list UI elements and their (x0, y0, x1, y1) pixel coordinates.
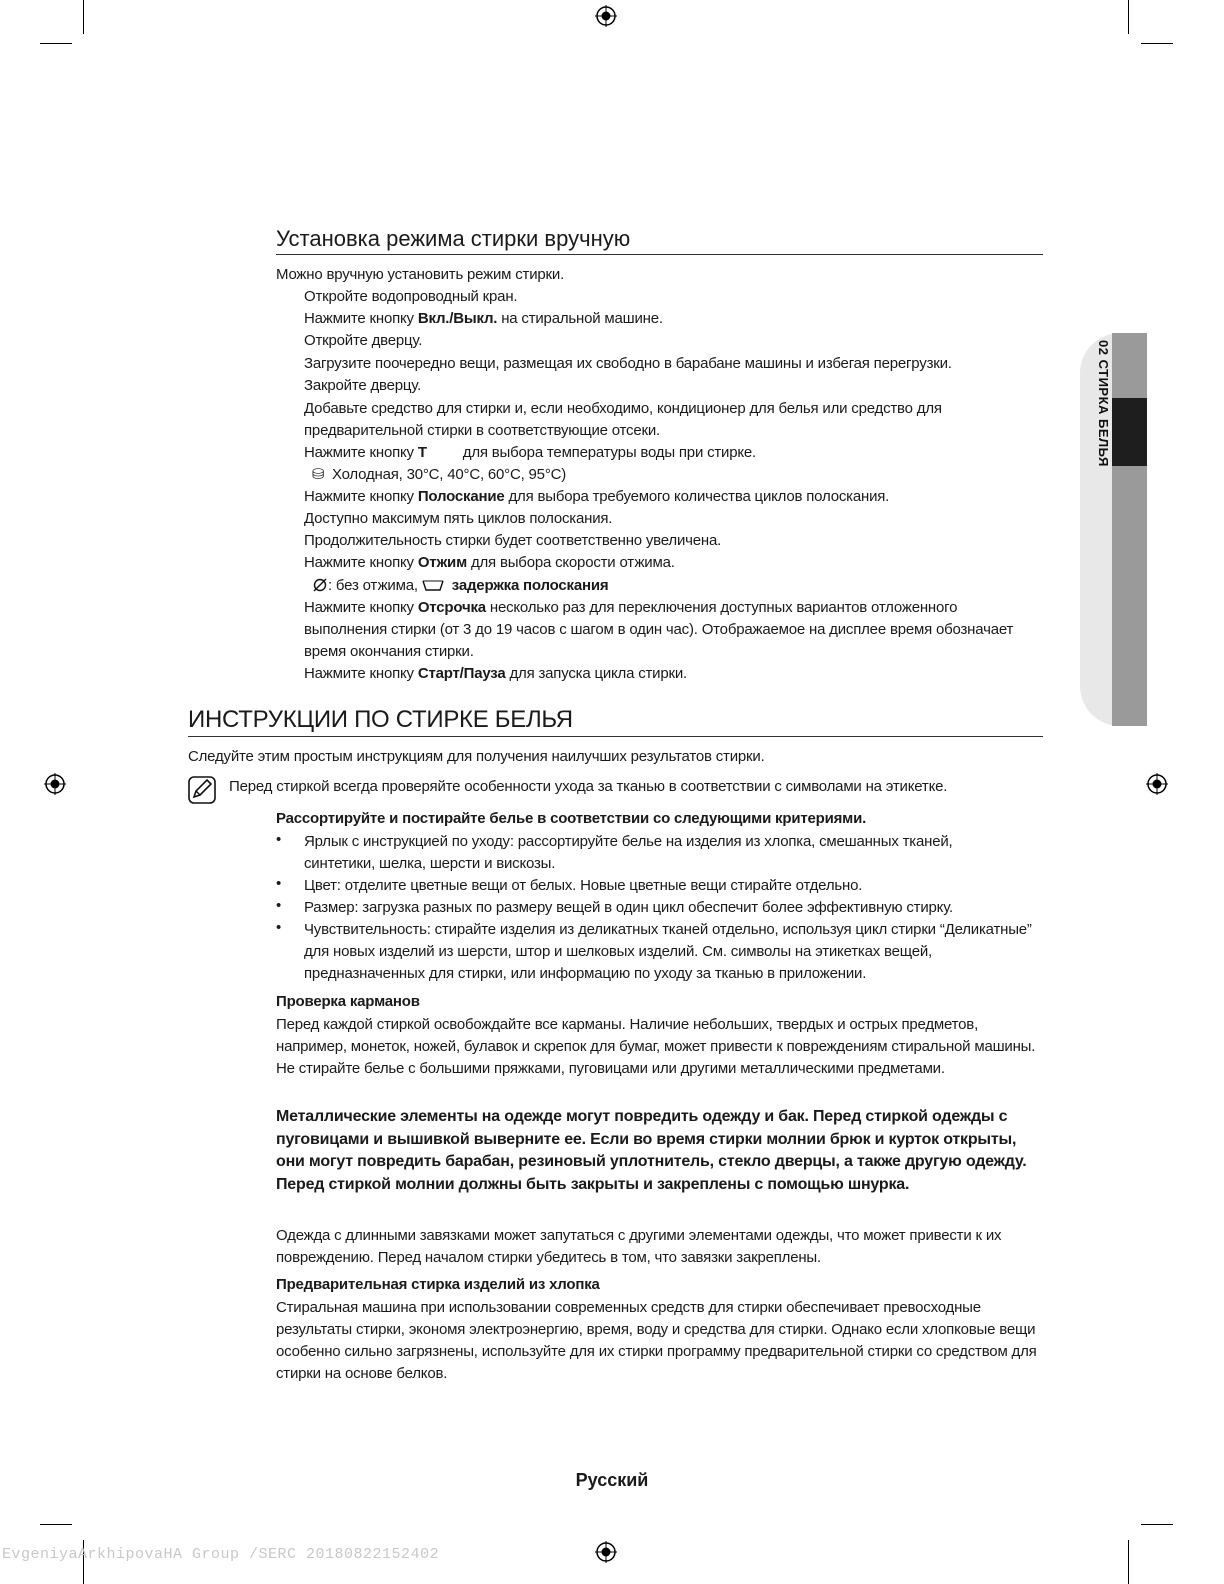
print-stamp: EvgeniyaArkhipovaHA Group /SERC 20180822152402 (2, 1546, 440, 1563)
crop-mark (40, 43, 72, 44)
pockets-text: Перед каждой стиркой освобождайте все карманы. Наличие небольших, твердых и острых предметов, например, монеток, ножей, булавок и скрепок для бумаг, может привести к повреждениям стиральной машины. Не стирайте белье с большими пряжками, пуговицами или другими металлическими предметами. (276, 1016, 1036, 1077)
bullet-item: Цвет: отделите цветные вещи от белых. Новые цветные вещи стирайте отдельно. (304, 877, 863, 894)
registration-mark-icon (595, 1541, 617, 1563)
step-item: Откройте дверцу. (304, 332, 423, 349)
sort-heading: Рассортируйте и постирайте белье в соответствии со следующими критериями. (276, 810, 867, 827)
registration-mark-icon (44, 773, 66, 795)
ties-text: Одежда с длинными завязками может запутаться с другими элементами одежды, что может привести к их повреждению. Перед началом стирки убедитесь в том, что завязки закреплены. (276, 1227, 1002, 1266)
registration-mark-icon (1146, 773, 1168, 795)
bullet-item: Размер: загрузка разных по размеру вещей в один цикл обеспечит более эффективную стирку. (304, 899, 953, 916)
bullet-item: Ярлык с инструкцией по уходу: рассортируйте белье на изделия из хлопка, смешанных тканей, синтетики, шелка, шерсти и вискозы. (304, 833, 953, 872)
bullet-dot: • (276, 897, 282, 914)
spin-options: : без отжима, задержка полоскания (312, 575, 608, 597)
temp-options: ⛁ Холодная, 30°C, 40°C, 60°C, 95°C) (312, 464, 566, 486)
bullet-item: Чувствительность: стирайте изделия из деликатных тканей отдельно, используя цикл стирки “Деликатные” для новых изделий из шерсти, штор и шелковых изделий. См. символы на этикетках вещей, предназначенных для стирки, или информацию по уходу за тканью в приложении. (304, 921, 1032, 982)
step-item: Загрузите поочередно вещи, размещая их свободно в барабане машины и избегая перегрузки. (304, 355, 952, 372)
note-icon (187, 775, 217, 805)
crop-mark (83, 0, 84, 34)
crop-mark (40, 1524, 72, 1525)
prewash-heading: Предварительная стирка изделий из хлопка (276, 1276, 600, 1293)
rinse-note: Доступно максимум пять циклов полоскания. (304, 510, 613, 527)
page-footer-language: Русский (575, 1470, 649, 1490)
step-item: Нажмите кнопку Отсрочка несколько раз для переключения доступных вариантов отложенного выполнения стирки (от 3 до 19 часов с шагом в один час). Отображаемое на дисплее время обозначает время окончания стирки. (304, 599, 1014, 660)
side-tab-marker (1112, 398, 1147, 466)
rinse-note: Продолжительность стирки будет соответственно увеличена. (304, 532, 722, 549)
step-item: Нажмите кнопку Отжим для выбора скорости отжима. (304, 554, 675, 571)
cold-water-icon: ⛁ (312, 466, 325, 483)
side-tab-label: 02 СТИРКА БЕЛЬЯ (1096, 340, 1111, 467)
step-item: Откройте водопроводный кран. (304, 288, 518, 305)
section-title-instructions: ИНСТРУКЦИИ ПО СТИРКЕ БЕЛЬЯ (188, 704, 1043, 737)
step-item: Нажмите кнопку Старт/Пауза для запуска цикла стирки. (304, 665, 688, 682)
crop-mark (1141, 43, 1173, 44)
crop-mark (1128, 0, 1129, 34)
section-title-manual: Установка режима стирки вручную (276, 224, 1043, 255)
pockets-heading: Проверка карманов (276, 993, 420, 1010)
step-item: Нажмите кнопку Полоскание для выбора требуемого количества циклов полоскания. (304, 488, 890, 505)
step-item: Нажмите кнопку Т для выбора температуры воды при стирке. (304, 444, 757, 461)
bullet-dot: • (276, 875, 282, 892)
prewash-text: Стиральная машина при использовании современных средств для стирки обеспечивает превосходные результаты стирки, экономя электроэнергию, время, воду и средства для стирки. Однако если хлопковые вещи особенно сильно загрязнены, используйте для их стирки программу предварительной стирки со средством для стирки на основе белков. (276, 1299, 1037, 1382)
note-text: Перед стиркой всегда проверяйте особенности ухода за тканью в соответствии с символами на этикетке. (229, 778, 948, 795)
crop-mark (1141, 1524, 1173, 1525)
intro-text: Можно вручную установить режим стирки. (276, 266, 565, 283)
instructions-intro: Следуйте этим простым инструкциям для получения наилучших результатов стирки. (188, 748, 765, 765)
rinse-hold-icon (422, 578, 444, 592)
bullet-dot: • (276, 831, 282, 848)
step-item: Нажмите кнопку Вкл./Выкл. на стиральной машине. (304, 310, 663, 327)
metal-warning: Металлические элементы на одежде могут повредить одежду и бак. Перед стиркой одежды с пуговицами и вышивкой выверните ее. Если во время стирки молнии брюк и курток открыты, они могут повредить барабан, резиновый уплотнитель, стекло дверцы, а также другую одежду. Перед стиркой молнии должны быть закрыты и закреплены с помощью шнурка. (276, 1108, 1027, 1193)
no-spin-icon (312, 578, 328, 592)
step-item: Закройте дверцу. (304, 377, 422, 394)
crop-mark (1128, 1540, 1129, 1584)
step-item: Добавьте средство для стирки и, если необходимо, кондиционер для белья или средство для предварительной стирки в соответствующие отсеки. (304, 400, 942, 439)
bullet-dot: • (276, 919, 282, 936)
side-tab-strip (1112, 333, 1147, 726)
registration-mark-icon (595, 5, 617, 27)
